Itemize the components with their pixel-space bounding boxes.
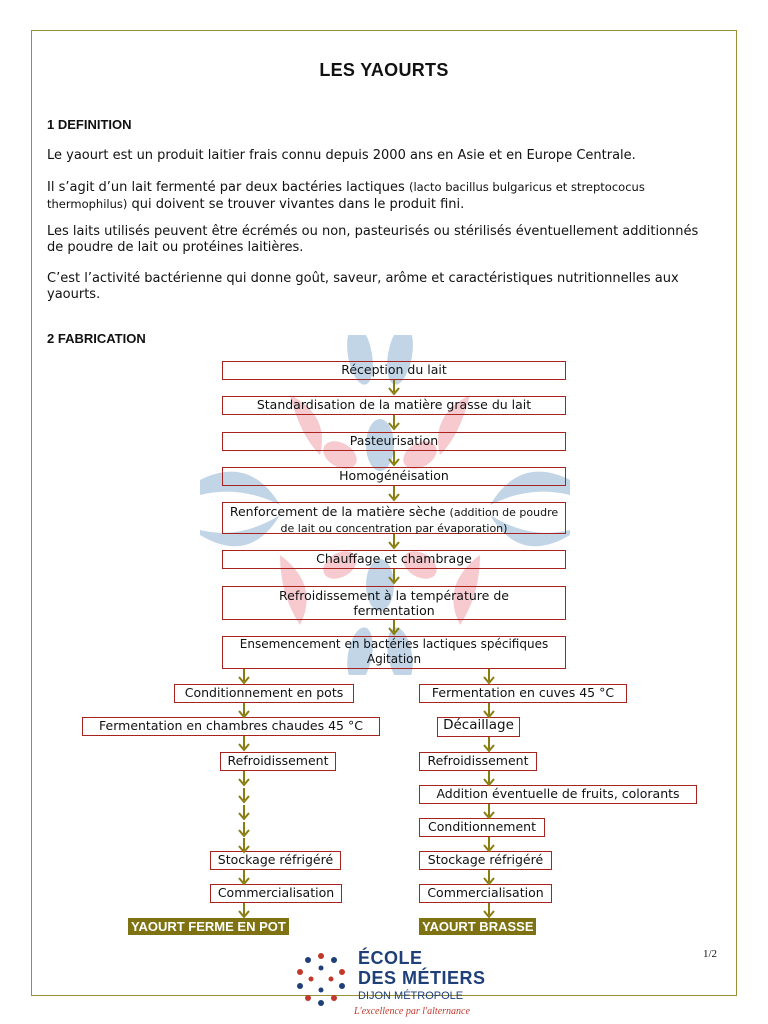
flow-arrow-down-icon	[482, 804, 496, 820]
section-heading-definition: 1 DEFINITION	[47, 117, 132, 132]
left-step-refroidissement: Refroidissement	[220, 752, 336, 771]
flow-arrow-down-icon	[237, 703, 251, 719]
step-renforcement-detail: (addition de poudre de lait ou concentration par évaporation)	[280, 506, 559, 535]
paragraph-definition-2	[47, 179, 717, 213]
flow-arrow-down-icon	[237, 822, 251, 838]
paragraph-definition-4: C’est l’activité bactérienne qui donne goût, saveur, arôme et caractéristiques nutritionnelles aux yaourts.	[47, 271, 679, 302]
paragraph-2-end: qui doivent se trouver vivantes dans le produit fini.	[131, 197, 465, 212]
logo-tagline: L'excellence par l'alternance	[354, 1006, 470, 1017]
section-heading-fabrication: 2 FABRICATION	[47, 331, 146, 346]
flow-arrow-down-icon	[387, 534, 401, 550]
left-step-conditionnement-pots: Conditionnement en pots	[174, 684, 354, 703]
left-step-fermentation-chambres: Fermentation en chambres chaudes 45 °C	[82, 717, 380, 736]
flow-arrow-down-icon	[482, 737, 496, 753]
flow-arrow-down-icon	[387, 486, 401, 502]
flow-arrow-down-icon	[237, 669, 251, 685]
step-ensemencement-line1: Ensemencement en bactéries lactiques spécifiques	[239, 637, 549, 651]
step-renforcement	[222, 502, 566, 534]
right-step-decaillage: Décaillage	[437, 717, 520, 737]
right-step-commercialisation: Commercialisation	[419, 884, 552, 903]
right-result-yaourt-brasse: YAOURT BRASSE	[419, 918, 536, 935]
flow-arrow-down-icon	[237, 838, 251, 854]
flow-arrow-down-icon	[482, 870, 496, 886]
paragraph-2-bacteria-names: (lacto bacillus bulgaricus et streptococus thermophilus)	[47, 180, 645, 211]
logo-line-des-metiers: DES MÉTIERS	[358, 968, 486, 988]
left-step-commercialisation: Commercialisation	[210, 884, 342, 903]
flow-arrow-down-icon	[482, 669, 496, 685]
step-chauffage: Chauffage et chambrage	[222, 550, 566, 569]
flow-arrow-down-icon	[482, 703, 496, 719]
flow-arrow-down-icon	[387, 451, 401, 467]
step-pasteurisation: Pasteurisation	[222, 432, 566, 451]
flow-arrow-down-icon	[482, 837, 496, 853]
step-refroidissement-line2: fermentation	[353, 603, 435, 618]
step-homogeneisation: Homogénéisation	[222, 467, 566, 486]
step-refroidissement-fermentation	[222, 586, 566, 620]
flow-arrow-down-icon	[387, 569, 401, 585]
paragraph-definition-1: Le yaourt est un produit laitier frais connu depuis 2000 ans en Asie et en Europe Centrale.	[47, 148, 636, 163]
flow-arrow-down-icon	[387, 620, 401, 636]
flow-arrow-down-icon	[482, 771, 496, 787]
step-standardisation: Standardisation de la matière grasse du lait	[222, 396, 566, 415]
page-title: LES YAOURTS	[319, 60, 449, 80]
right-step-fermentation-cuves: Fermentation en cuves 45 °C	[419, 684, 627, 703]
logo-line-dijon: DIJON MÉTROPOLE	[358, 990, 464, 1002]
logo-line-ecole: ÉCOLE	[358, 948, 423, 968]
flow-arrow-down-icon	[237, 805, 251, 821]
flow-arrow-down-icon	[237, 736, 251, 752]
paragraph-2-main: Il s’agit d’un lait fermenté par deux bactéries lactiques	[47, 180, 405, 195]
flow-arrow-down-icon	[482, 903, 496, 919]
page-number: 1/2	[703, 948, 718, 960]
left-step-stockage: Stockage réfrigéré	[210, 851, 341, 870]
school-logo	[290, 946, 490, 1022]
logo-people-icon	[290, 950, 352, 1010]
flow-arrow-down-icon	[237, 788, 251, 804]
step-reception: Réception du lait	[222, 361, 566, 380]
paragraph-definition-3: Les laits utilisés peuvent être écrémés ou non, pasteurisés ou stérilisés éventuellement additionnés de poudre de lait ou protéines laitières.	[47, 224, 699, 255]
step-refroidissement-line1: Refroidissement à la température de	[279, 588, 509, 603]
right-step-addition-fruits: Addition éventuelle de fruits, colorants	[419, 785, 697, 804]
right-step-stockage: Stockage réfrigéré	[419, 851, 552, 870]
flow-arrow-down-icon	[237, 903, 251, 919]
flow-arrow-down-icon	[237, 771, 251, 787]
step-ensemencement	[222, 636, 566, 669]
step-renforcement-main: Renforcement de la matière sèche	[229, 504, 446, 519]
step-ensemencement-line2: Agitation	[366, 652, 422, 666]
flow-arrow-down-icon	[387, 415, 401, 431]
right-step-conditionnement: Conditionnement	[419, 818, 545, 837]
left-result-yaourt-ferme: YAOURT FERME EN POT	[128, 918, 289, 935]
flow-arrow-down-icon	[387, 380, 401, 396]
flow-arrow-down-icon	[237, 870, 251, 886]
right-step-refroidissement: Refroidissement	[419, 752, 537, 771]
